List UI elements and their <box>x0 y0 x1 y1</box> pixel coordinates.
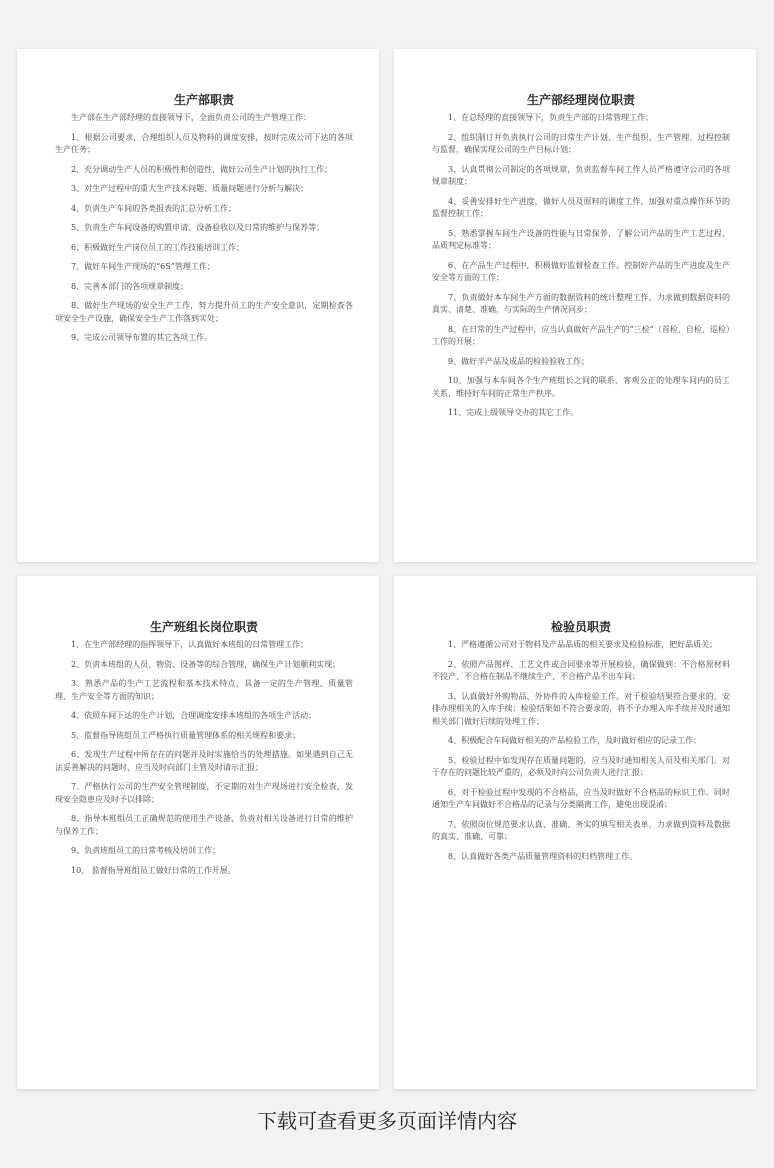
paragraph: 10、加强与本车间各个生产班组长之间的联系，客观公正的处理车间内的员工关系，维持好车间的正常生产秩序。 <box>432 376 730 398</box>
paragraph: 5、熟悉掌握车间生产设备的性能与日常保养，了解公司产品的生产工艺过程、品质判定标准等； <box>432 228 730 250</box>
paragraph: 6、对于检验过程中发现的不合格品，应当及时做好不合格品的标识工作。同时通知生产车间做好不合格品的记录与分类隔离工作，避免出现混淆； <box>432 787 730 809</box>
paragraph: 5、检验过程中如发现存在质量问题的，应当及时通知相关人员及相关部门。对于存在的问题比较严重的，必须及时向公司负责人进行汇报； <box>432 755 730 777</box>
paragraph: 5、监督指导班组员工严格执行质量管理体系的相关规程和要求； <box>71 730 301 740</box>
paragraph: 4、积极配合车间做好相关的产品检验工作，及时做好相应的记录工作； <box>448 736 702 745</box>
page-title: 生产部职责 <box>173 93 234 107</box>
page-body <box>55 112 353 345</box>
paragraph: 1、在总经理的直接领导下，负责生产部的日常管理工作； <box>448 113 654 122</box>
paragraph: 6、积极做好生产岗位员工的工作技能培训工作； <box>71 242 245 252</box>
paragraph: 生产部在生产部经理的直接领导下，全面负责公司的生产管理工作： <box>71 113 311 122</box>
paragraph: 6、在产品生产过程中，积极做好监督检查工作。控制好产品的生产进度及生产安全等方面的工作； <box>432 260 730 282</box>
paragraph: 8、完善本部门的各项规章制度； <box>71 281 189 291</box>
paragraph: 11、完成上级领导交办的其它工作。 <box>448 408 579 417</box>
paragraph: 2、依照产品图样、工艺文件或合同要求等开展检验，确保做到：不合格原材料不投产、不合格在制品不继续生产、不合格产品不出车间； <box>432 659 730 681</box>
page-title: 生产班组长岗位职责 <box>149 620 258 634</box>
paragraph: 10、 监督指导班组员工做好日常的工作开展。 <box>71 865 236 875</box>
paragraph: 8、做好生产现场的安全生产工作，努力提升员工的生产安全意识，定期检查各项安全生产设施，确保安全生产工作落到实处； <box>55 301 353 323</box>
paragraph: 2、充分调动生产人员的积极性和创造性，做好公司生产计划的执行工作； <box>71 164 333 174</box>
page-body <box>55 639 353 877</box>
paragraph: 1、根据公司要求，合理组织人员及物料的调度安排，按时完成公司下达的各项生产任务； <box>55 132 353 154</box>
paragraph: 1、在生产部经理的指挥领导下，认真做好本班组的日常管理工作； <box>71 640 309 649</box>
paragraph: 7、依照岗位规范要求认真、准确、务实的填写相关表单，力求做到资料及数据的真实、准确、可靠； <box>432 819 730 841</box>
paragraph: 5、负责生产车间设备的购置申请、设备验收以及日常的维护与保养等； <box>71 223 325 232</box>
document-page-2 <box>394 49 756 562</box>
paragraph: 6、发现生产过程中所存在的问题并及时实施恰当的处理措施。如果遇到自己无法妥善解决的问题时，应当及时向部门主管及时请示汇报； <box>55 750 353 772</box>
paragraph: 9、负责班组员工的日常考核及培训工作； <box>71 846 221 855</box>
paragraph: 8、在日常的生产过程中，应当认真做好产品生产的“三检”（首检、自检、巡检）工作的开展； <box>432 324 730 346</box>
paragraph: 3、熟悉产品的生产工艺流程和基本技术特点，具备一定的生产管理、质量管理、生产安全等方面的知识； <box>55 679 353 701</box>
paragraph: 7、做好车间生产现场的“6S”管理工作； <box>71 262 215 271</box>
paragraph: 4、负责生产车间的各类报表的汇总分析工作； <box>71 203 237 213</box>
paragraph: 8、认真做好各类产品质量管理资料的归档管理工作。 <box>448 851 638 861</box>
paragraph: 7、严格执行公司的生产安全管理制度，不定期的对生产现场进行安全检查，发现安全隐患应及时予以排除； <box>55 782 353 804</box>
page-title: 生产部经理岗位职责 <box>526 93 635 107</box>
page-body <box>432 112 730 420</box>
document-page-3 <box>17 576 379 1089</box>
paragraph: 2、负责本班组的人员、物资、设备等的综合管理，确保生产计划顺利实现； <box>71 659 341 669</box>
paragraph: 7、负责做好本车间生产方面的数据资料的统计整理工作，力求做到数据资料的真实、清楚、准确，与实际的生产情况同步； <box>432 292 730 314</box>
paragraph: 9、做好半产品及成品的检验验收工作； <box>448 356 590 366</box>
document-page-4 <box>394 576 756 1089</box>
document-page-1 <box>17 49 379 562</box>
paragraph: 4、妥善安排好生产进度，做好人员及原料的调度工作，加强对重点操作环节的监督控制工作； <box>432 196 730 218</box>
paragraph: 3、认真贯彻公司制定的各项规章，负责监督车间工作人员严格遵守公司的各项规章制度； <box>432 164 730 186</box>
paragraph: 3、认真做好外购物品、外协件的入库检验工作。对于检验结果符合要求的，安排办理相关的入库手续；检验结果如不符合要求的，将不予办理入库手续并及时通知相关部门做好后续的处理工作； <box>432 691 730 726</box>
paragraph: 3、对生产过程中的重大生产技术问题、质量问题进行分析与解决； <box>71 184 309 193</box>
paragraph: 9、完成公司领导布置的其它各项工作。 <box>71 333 213 342</box>
paragraph: 8、指导本班组员工正确规范的使用生产设备，负责对相关设备进行日常的维护与保养工作； <box>55 814 353 836</box>
page-body <box>432 639 730 863</box>
paragraph: 4、依照车间下达的生产计划，合理调度安排本班组的各项生产活动； <box>71 711 317 720</box>
page-title: 检验员职责 <box>550 620 611 634</box>
paragraph: 1、严格遵循公司对于物料及产品品质的相关要求及检验标准，把好品质关； <box>448 640 718 649</box>
paragraph: 2、组织制订并负责执行公司的日常生产计划、生产组织、生产管理、过程控制与监督，确保实现公司的生产目标计划； <box>432 132 730 154</box>
download-more-footer: 下载可查看更多页面详情内容 <box>257 1109 517 1133</box>
